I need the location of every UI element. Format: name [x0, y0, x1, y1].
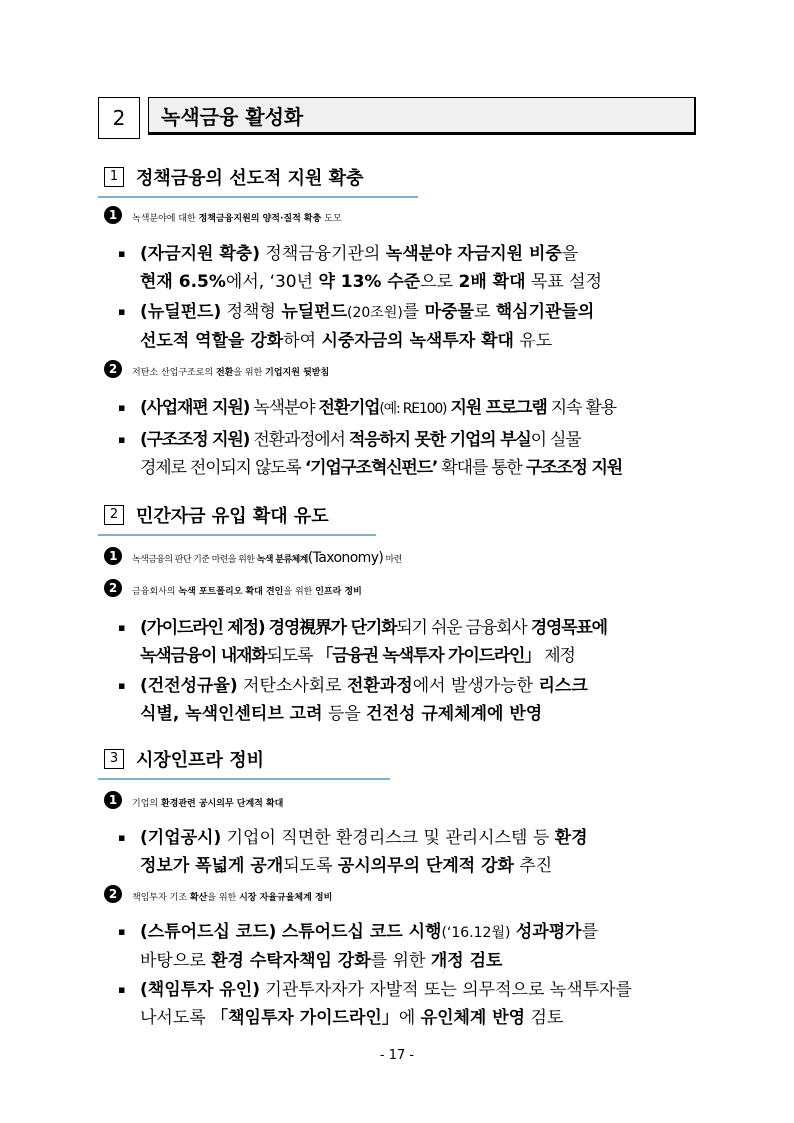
s3-point-1: 1 기업의 환경관련 공시의무 단계적 확대 [104, 790, 754, 818]
section-2-number: 2 [104, 505, 124, 525]
circle-number: 2 [104, 579, 122, 597]
s2-point-1: 1 녹색금융의 판단 기준 마련을 위한 녹색 분류체계(Taxonomy) 마련 [104, 544, 754, 574]
square-bullet-icon: ▪ [118, 983, 126, 996]
square-bullet-icon: ▪ [118, 679, 126, 692]
chapter-number: 2 [98, 97, 140, 139]
chapter-header [98, 97, 700, 139]
s1-bullet-3: ▪ (사업재편 지원) 녹색분야 전환기업(예: RE100) 지원 프로그램 지속 활용 [118, 394, 700, 423]
section-1-title: 정책금융의 선도적 지원 확충 [136, 168, 364, 189]
square-bullet-icon: ▪ [118, 433, 125, 446]
s3-point-2: 2 책임투자 기조 확산을 위한 시장 자율규율체계 정비 [104, 884, 754, 912]
section-2-heading [98, 496, 376, 536]
square-bullet-icon: ▪ [118, 621, 125, 634]
square-bullet-icon: ▪ [118, 305, 126, 318]
s3-bullet-1: ▪ (기업공시) 기업이 직면한 환경리스크 및 관리시스템 등 환경 정보가 폭넓게 공개되도록 공시의무의 단계적 강화 추진 [118, 824, 700, 880]
section-3-number: 3 [104, 749, 124, 769]
circle-number: 2 [104, 360, 122, 378]
section-3-title: 시장인프라 정비 [136, 750, 264, 771]
section-1-heading [98, 158, 418, 198]
section-1-number: 1 [104, 167, 124, 187]
s1-point-1: 1 녹색분야에 대한 정책금융지원의 양적·질적 확충 도모 [104, 205, 754, 233]
square-bullet-icon: ▪ [118, 925, 126, 938]
circle-number: 1 [104, 791, 122, 809]
circle-number: 1 [104, 206, 122, 224]
s1-bullet-4: ▪ (구조조정 지원) 전환과정에서 적응하지 못한 기업의 부실이 실물 경제로 전이되지 않도록 ‘기업구조혁신펀드’ 확대를 통한 구조조정 지원 [118, 426, 700, 482]
section-2-title: 민간자금 유입 확대 유도 [136, 506, 329, 527]
square-bullet-icon: ▪ [118, 401, 125, 414]
circle-number: 2 [104, 885, 122, 903]
section-3-heading [98, 740, 390, 780]
chapter-title: 녹색금융 활성화 [148, 97, 696, 135]
s2-point-2: 2 금융회사의 녹색 포트폴리오 확대 견인을 위한 인프라 정비 [104, 578, 754, 606]
s1-bullet-2: ▪ (뉴딜펀드) 정책형 뉴딜펀드(20조원)를 마중물로 핵심기관들의 선도적 역할을 강화하여 시중자금의 녹색투자 확대 유도 [118, 298, 700, 355]
square-bullet-icon: ▪ [118, 831, 126, 844]
s1-bullet-1: ▪ (자금지원 확충) 정책금융기관의 녹색분야 자금지원 비중을 현재 6.5%에서, ‘30년 약 13% 수준으로 2배 확대 목표 설정 [118, 240, 700, 296]
square-bullet-icon: ▪ [118, 247, 126, 260]
circle-number: 1 [104, 547, 122, 565]
s2-bullet-2: ▪ (건전성규율) 저탄소사회로 전환과정에서 발생가능한 리스크 식별, 녹색인센티브 고려 등을 건전성 규제체계에 반영 [118, 672, 700, 728]
s3-bullet-3: ▪ (책임투자 유인) 기관투자자가 자발적 또는 의무적으로 녹색투자를 나서도록 「책임투자 가이드라인」에 유인체계 반영 검토 [118, 976, 700, 1032]
page-number: - 17 - [379, 1048, 415, 1063]
s3-bullet-2: ▪ (스튜어드십 코드) 스튜어드십 코드 시행(‘16.12월) 성과평가를 바탕으로 환경 수탁자책임 강화를 위한 개정 검토 [118, 918, 700, 975]
s2-bullet-1: ▪ (가이드라인 제정) 경영視界가 단기화되기 쉬운 금융회사 경영목표에 녹색금융이 내재화되도록 「금융권 녹색투자 가이드라인」 제정 [118, 614, 700, 670]
s1-point-2: 2 저탄소 산업구조로의 전환을 위한 기업지원 뒷받침 [104, 359, 754, 387]
